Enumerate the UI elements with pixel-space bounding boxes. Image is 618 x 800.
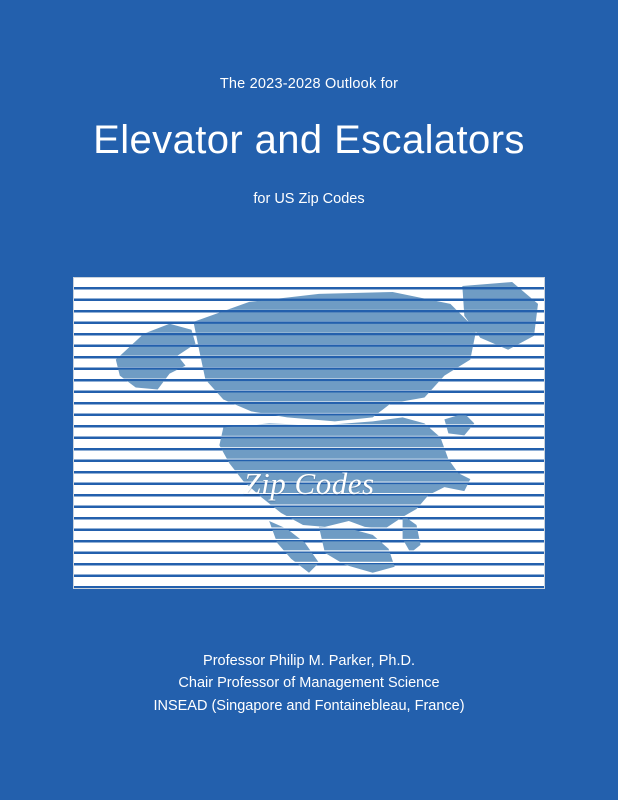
author-role: Chair Professor of Management Science (178, 675, 440, 692)
cover-subtitle-bottom: for US Zip Codes (253, 190, 365, 207)
artwork-label: Zip Codes (243, 466, 375, 501)
cover-title: Elevator and Escalators (93, 118, 525, 162)
author-name: Professor Philip M. Parker, Ph.D. (203, 653, 415, 669)
north-america-map-icon (74, 278, 544, 589)
author-block (0, 650, 618, 717)
cover-artwork (73, 277, 545, 589)
cover-subtitle-top: The 2023-2028 Outlook for (219, 76, 399, 92)
author-affiliation: INSEAD (Singapore and Fontainebleau, France) (153, 697, 465, 714)
